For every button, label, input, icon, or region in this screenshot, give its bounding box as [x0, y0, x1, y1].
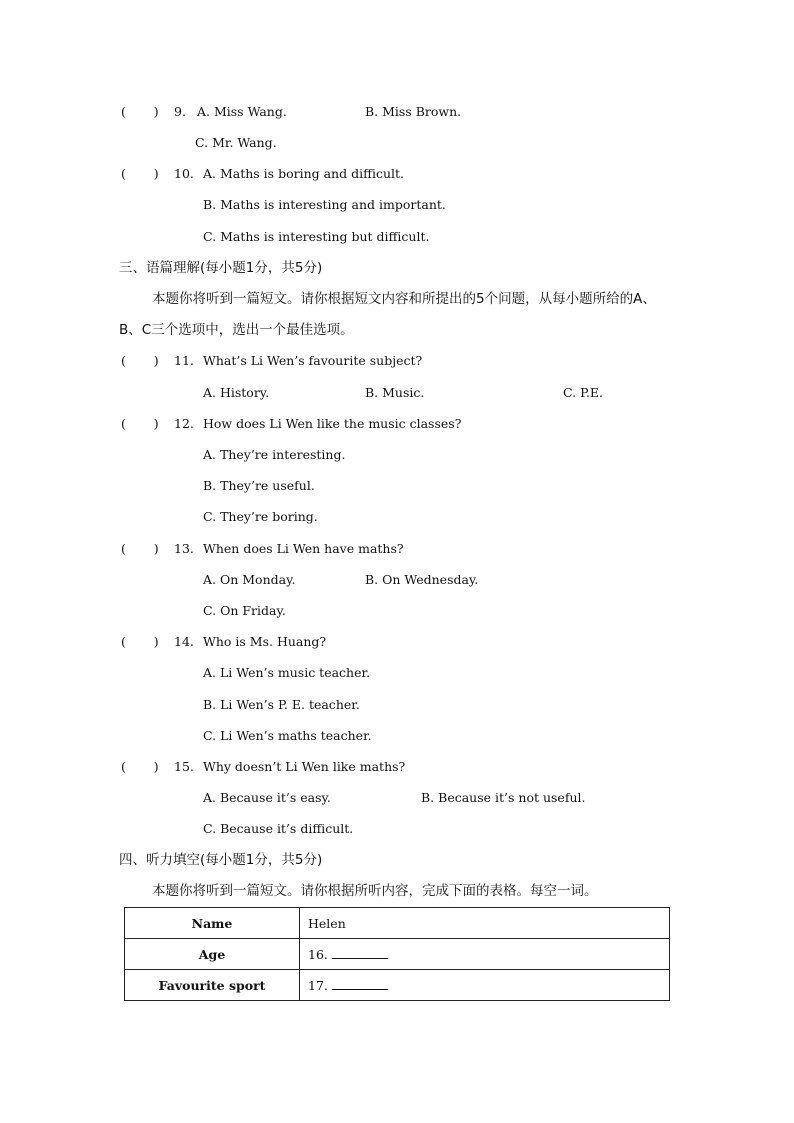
option-b: B. Maths is interesting and important.	[203, 197, 446, 212]
option-c: C. P.E.	[563, 385, 604, 400]
table-label: Favourite sport	[125, 970, 300, 1001]
option-b: B. Music.	[365, 385, 425, 400]
answer-bracket[interactable]: ( )	[121, 634, 159, 649]
answer-table	[124, 907, 670, 1001]
answer-blank[interactable]	[332, 979, 388, 990]
section-heading: 三、语篇理解(每小题1分，共5分)	[119, 260, 323, 276]
option-c: C. They’re boring.	[203, 509, 318, 524]
question-text: When does Li Wen have maths?	[203, 541, 404, 556]
table-value: 17.	[300, 970, 670, 1001]
question-number: 14.	[174, 634, 194, 649]
table-row	[125, 970, 670, 1001]
table-label: Name	[125, 908, 300, 939]
question-number: 11.	[174, 353, 194, 368]
option-a: A. They’re interesting.	[203, 447, 346, 462]
answer-bracket[interactable]: ( )	[121, 166, 159, 181]
table-label: Age	[125, 939, 300, 970]
question-number: 13.	[174, 541, 194, 556]
option-c: C. Because it’s difficult.	[203, 821, 354, 836]
question-number: 10.	[174, 166, 194, 181]
option-b: B. They’re useful.	[203, 478, 315, 493]
option-a: A. Because it’s easy.	[203, 790, 331, 805]
answer-blank[interactable]	[332, 948, 388, 959]
option-a: A. On Monday.	[203, 572, 296, 587]
option-c: C. Mr. Wang.	[195, 135, 277, 150]
option-c: C. Maths is interesting but difficult.	[203, 229, 430, 244]
option-b: B. On Wednesday.	[365, 572, 479, 587]
table-value: 16.	[300, 939, 670, 970]
question-number: 12.	[174, 416, 194, 431]
answer-bracket[interactable]: ( )	[121, 541, 159, 556]
option-b: B. Li Wen’s P. E. teacher.	[203, 697, 360, 712]
option-a: A. Maths is boring and difficult.	[203, 166, 405, 181]
answer-bracket[interactable]: ( )	[121, 353, 159, 368]
option-a: A. History.	[203, 385, 270, 400]
option-a: A. Miss Wang.	[197, 104, 287, 119]
section-instruction: 本题你将听到一篇短文。请你根据短文内容和所提出的5个问题，从每小题所给的A、	[152, 291, 656, 307]
table-value: Helen	[300, 908, 670, 939]
option-c: C. On Friday.	[203, 603, 286, 618]
answer-bracket[interactable]: ( )	[121, 104, 159, 119]
question-text: Who is Ms. Huang?	[203, 634, 327, 649]
option-b: B. Because it’s not useful.	[421, 790, 586, 805]
section-heading: 四、听力填空(每小题1分，共5分)	[119, 852, 323, 868]
table-row	[125, 939, 670, 970]
option-b: B. Miss Brown.	[365, 104, 462, 119]
answer-bracket[interactable]: ( )	[121, 416, 159, 431]
question-text: How does Li Wen like the music classes?	[203, 416, 462, 431]
table-row	[125, 908, 670, 939]
question-number: 15.	[174, 759, 194, 774]
option-a: A. Li Wen’s music teacher.	[203, 665, 371, 680]
question-text: What’s Li Wen’s favourite subject?	[203, 353, 423, 368]
answer-bracket[interactable]: ( )	[121, 759, 159, 774]
question-number: 9.	[174, 104, 186, 119]
question-text: Why doesn’t Li Wen like maths?	[203, 759, 406, 774]
option-c: C. Li Wen’s maths teacher.	[203, 728, 372, 743]
section-instruction: 本题你将听到一篇短文。请你根据所听内容，完成下面的表格。每空一词。	[152, 883, 598, 899]
section-instruction: B、C三个选项中，选出一个最佳选项。	[119, 322, 354, 338]
